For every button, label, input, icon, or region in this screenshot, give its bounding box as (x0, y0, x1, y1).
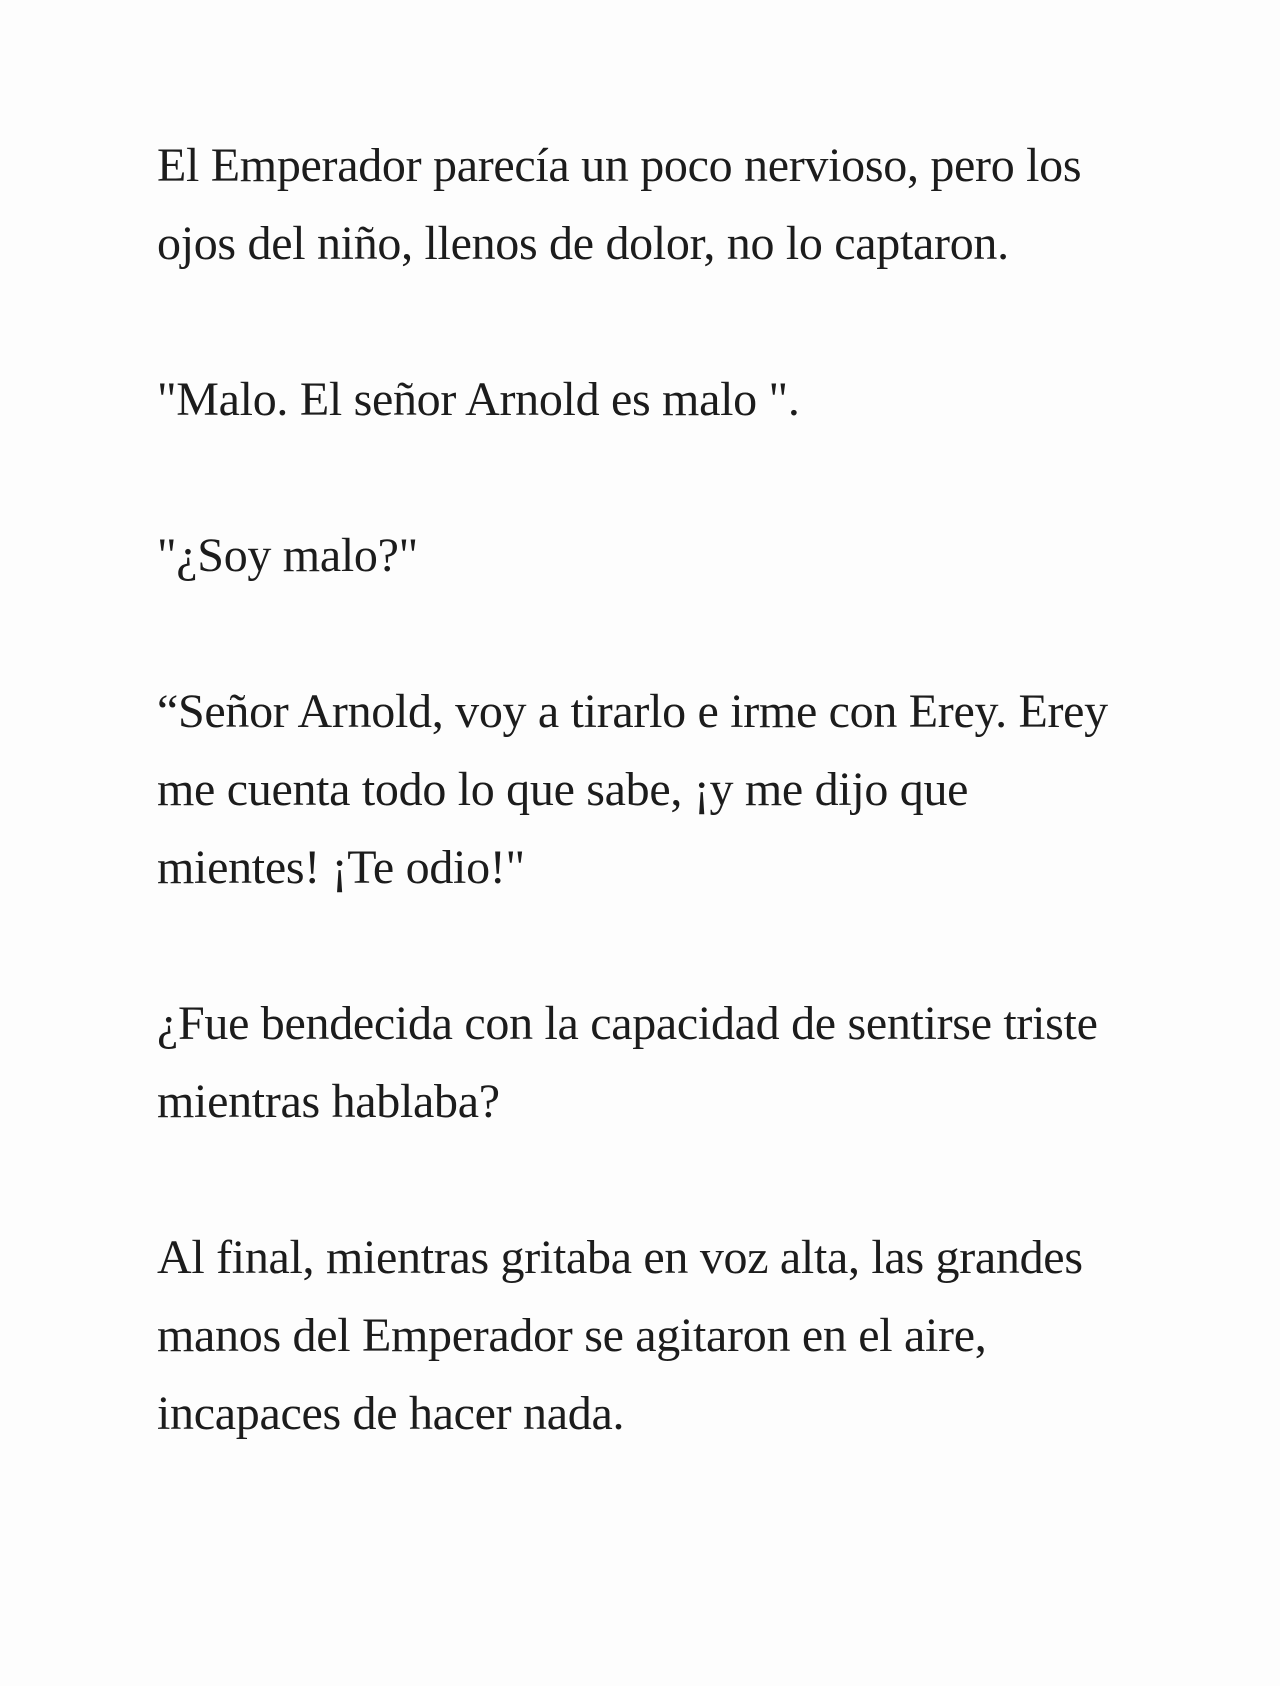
text-line: El Emperador parecía un poco nervioso, pero los (157, 139, 1082, 192)
paragraph-6 (157, 1219, 1150, 1453)
paragraph-1 (157, 127, 1150, 283)
text-line: “Señor Arnold, voy a tirarlo e irme con Erey. Erey (157, 685, 1108, 738)
paragraph-2 (157, 361, 1150, 439)
text-line: ojos del niño, llenos de dolor, no lo captaron. (157, 217, 1009, 270)
text-line: ¿Fue bendecida con la capacidad de sentirse triste (157, 997, 1098, 1050)
text-line: mientras hablaba? (157, 1075, 500, 1128)
text-line: me cuenta todo lo que sabe, ¡y me dijo que (157, 763, 969, 816)
paragraph-4 (157, 673, 1150, 907)
text-line: "Malo. El señor Arnold es malo ". (157, 373, 800, 426)
text-line: manos del Emperador se agitaron en el aire, (157, 1309, 987, 1362)
text-line: mientes! ¡Te odio!" (157, 841, 525, 894)
text-line: "¿Soy malo?" (157, 529, 418, 582)
text-line: incapaces de hacer nada. (157, 1387, 625, 1440)
paragraph-3 (157, 517, 1150, 595)
paragraph-5 (157, 985, 1150, 1141)
text-line: Al final, mientras gritaba en voz alta, las grandes (157, 1231, 1083, 1284)
